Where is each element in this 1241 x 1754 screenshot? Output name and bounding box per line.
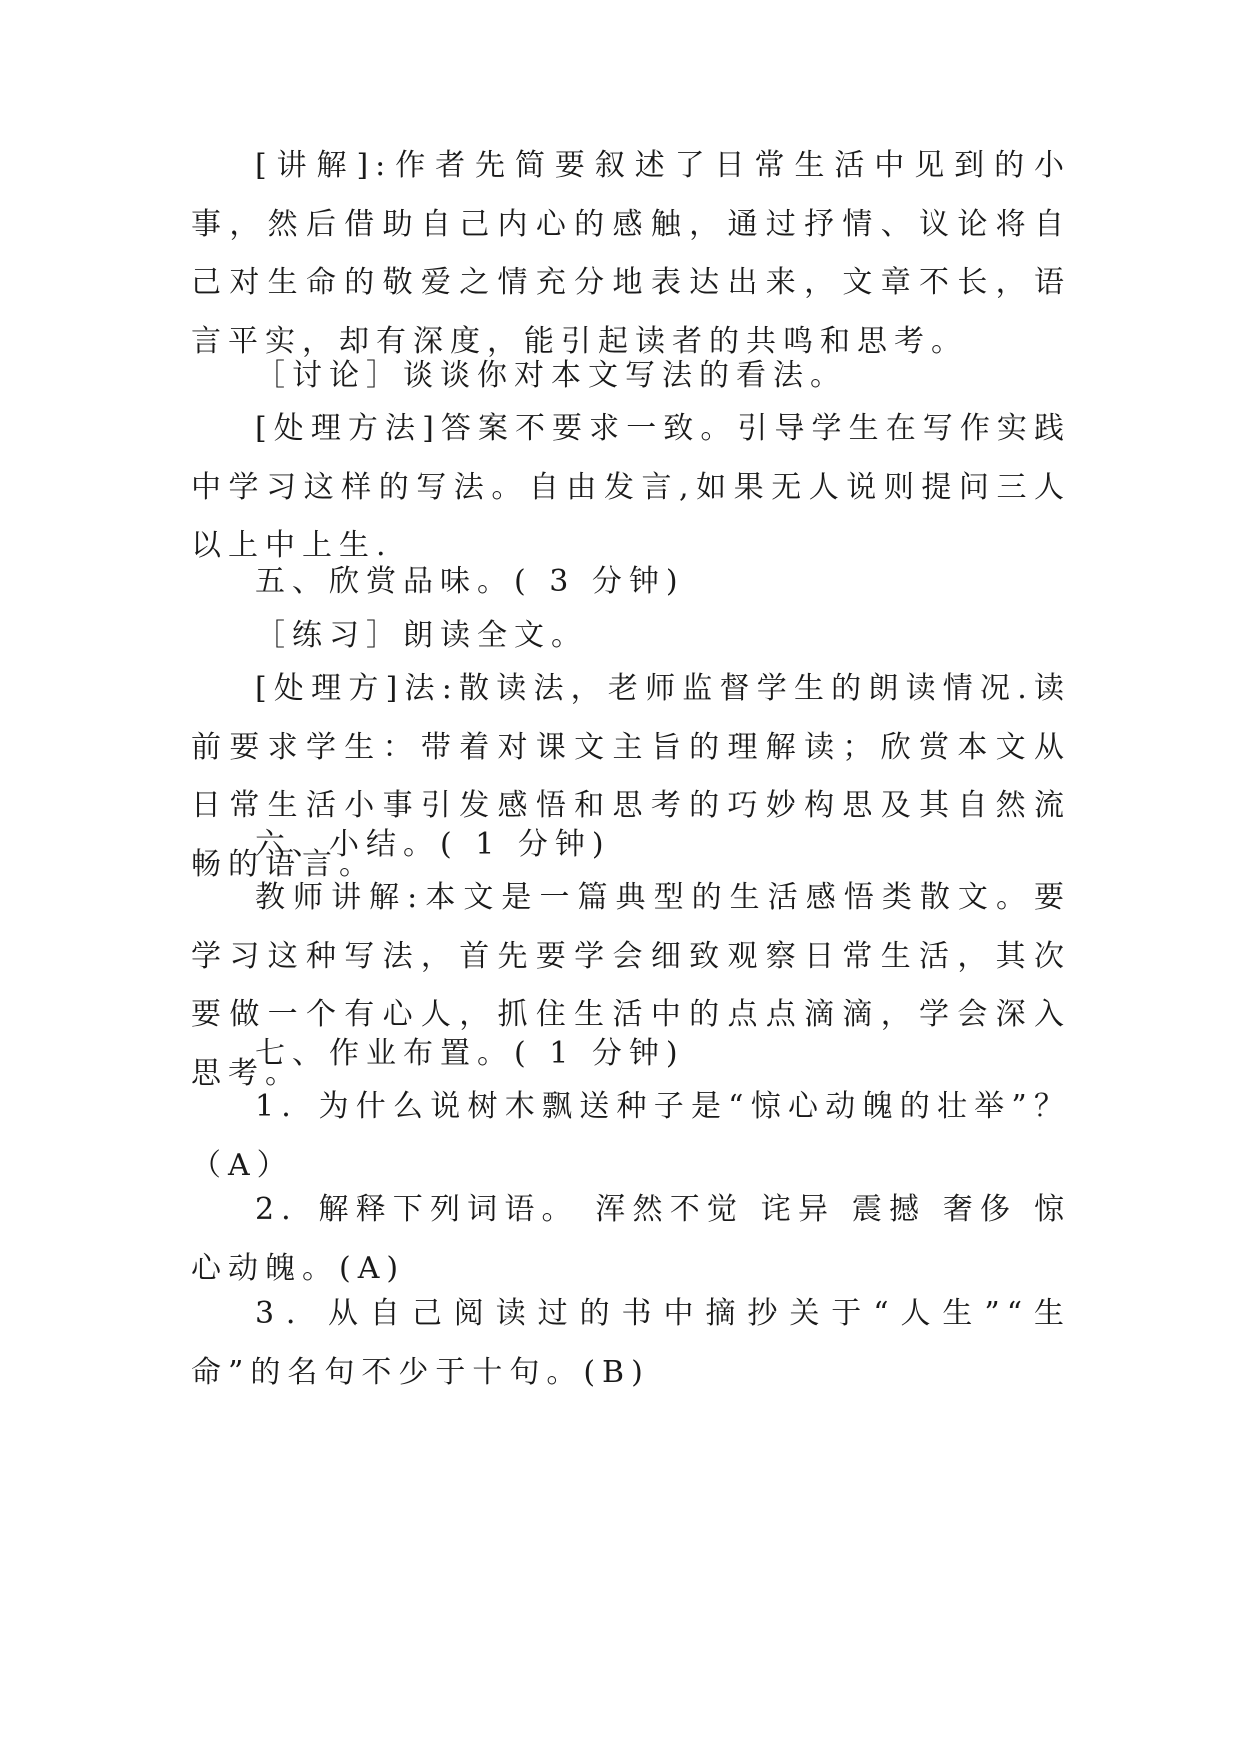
paragraph-practice: ［练习］朗读全文。 (255, 618, 588, 653)
section-heading-summary: 六、小结。( 1 分钟) (255, 827, 611, 862)
homework-item-3: 3．从自己阅读过的书中摘抄关于“人生”“生命”的名句不少于十句。(B) (191, 1296, 1071, 1390)
paragraph-explanation: [讲解]:作者先简要叙述了日常生活中见到的小事，然后借助自己内心的感触，通过抒情、议论将自己对生命的敬爱之情充分地表达出来，文章不长，语言平实，却有深度，能引起读者的共鸣和思考。 (191, 148, 1071, 359)
paragraph-teacher-explanation: 教师讲解:本文是一篇典型的生活感悟类散文。要学习这种写法，首先要学会细致观察日常生活，其次要做一个有心人，抓住生活中的点点滴滴，学会深入思考。 (191, 880, 1071, 1091)
homework-item-2: 2．解释下列词语。 浑然不觉 诧异 震撼 奢侈 惊心动魄。(A) (191, 1192, 1071, 1286)
paragraph-discussion: ［讨论］谈谈你对本文写法的看法。 (255, 358, 847, 393)
section-heading-appreciation: 五、欣赏品味。( 3 分钟) (255, 564, 685, 599)
paragraph-reading-method: [处理方]法:散读法，老师监督学生的朗读情况.读前要求学生：带着对课文主旨的理解读；欣赏本文从日常生活小事引发感悟和思考的巧妙构思及其自然流畅的语言。 (191, 671, 1071, 882)
paragraph-processing-method: [处理方法]答案不要求一致。引导学生在写作实践中学习这样的写法。自由发言,如果无人说则提问三人以上中上生. (191, 411, 1071, 563)
homework-item-1: 1．为什么说树木飘送种子是“惊心动魄的壮举”？（A） (191, 1089, 1071, 1183)
section-heading-homework: 七、作业布置。( 1 分钟) (255, 1036, 685, 1071)
